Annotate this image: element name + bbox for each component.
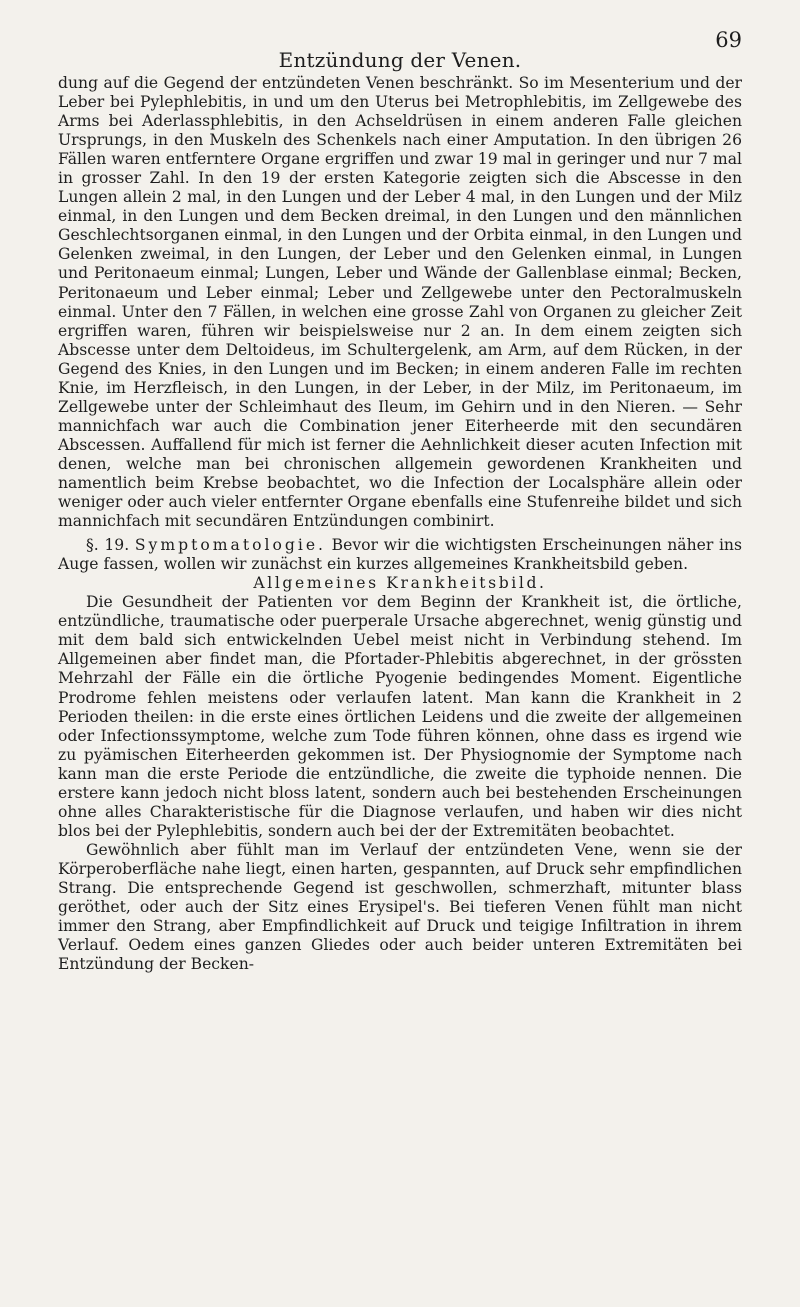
section-19	[58, 536, 742, 574]
running-title: Entzündung der Venen.	[278, 48, 522, 72]
paragraph-local-signs: Gewöhnlich aber fühlt man im Verlauf der entzündeten Vene, wenn sie der Körperoberfläche nahe liegt, einen harten, gespannten, auf Druck sehr empfindlichen Strang. Die entsprechende Gegend ist geschwollen, schmerzhaft, mitunter blass geröthet, oder auch der Sitz eines Erysipel's. Bei tieferen Venen fühlt man nicht immer den Strang, aber Empfindlichkeit auf Druck und teigige Infiltration in ihrem Verlauf. Oedem eines ganzen Gliedes oder auch beider unteren Extremitäten bei Entzündung der Becken-	[58, 840, 742, 974]
section-title: Symptomatologie.	[134, 536, 327, 555]
section-intro: Bevor wir die wichtigsten Erscheinungen näher ins Auge fassen, wollen wir zunächst ein kurzes allgemeines Krankheitsbild geben.	[58, 536, 742, 574]
body-text	[58, 74, 742, 974]
running-header	[58, 28, 742, 72]
paragraph-general-picture: Die Gesundheit der Patienten vor dem Beginn der Krankheit ist, die örtliche, entzündliche, traumatische oder puerperale Ursache abgerechnet, wenig günstig und mit dem bald sich entwickelnden Uebel meist nicht in Verbindung stehend. Im Allgemeinen aber findet man, die Pfortader-Phlebitis abgerechnet, in der grössten Mehrzahl der Fälle ein die örtliche Pyogenie bedingendes Moment. Eigentliche Prodrome fehlen meistens oder verlaufen latent. Man kann die Krankheit in 2 Perioden theilen: in die erste eines örtlichen Leidens und die zweite der allgemeinen oder Infectionssymptome, welche zum Tode führen können, ohne dass es irgend wie zu pyämischen Eiterheerden gekommen ist. Der Physiognomie der Symptome nach kann man die erste Periode die entzündliche, die zweite die typhoide nennen. Die erstere kann jedoch nicht bloss latent, sondern auch bei bestehenden Erscheinungen ohne alles Charakteristische für die Diagnose verlaufen, und haben wir dies nicht blos bei der Pylephlebitis, sondern auch bei der der Extremitäten beobachtet.	[58, 593, 742, 840]
page-number: 69	[715, 28, 742, 52]
subheading: Allgemeines Krankheitsbild.	[253, 574, 547, 593]
paragraph-continued: dung auf die Gegend der entzündeten Venen beschränkt. So im Mesenterium und der Leber bei Pylephlebitis, in und um den Uterus bei Metrophlebitis, im Zellgewebe des Arms bei Aderlassphlebitis, in den Achseldrüsen in einem anderen Falle gleichen Ursprungs, in den Muskeln des Schenkels nach einer Amputation. In den übrigen 26 Fällen waren entferntere Organe ergriffen und zwar 19 mal in geringer und nur 7 mal in grosser Zahl. In den 19 der ersten Kategorie zeigten sich die Abscesse in den Lungen allein 2 mal, in den Lungen und der Leber 4 mal, in den Lungen und der Milz einmal, in den Lungen und dem Becken dreimal, in den Lungen und den männlichen Geschlechtsorganen einmal, in den Lungen und der Orbita einmal, in den Lungen und Gelenken zweimal, in den Lungen, der Leber und den Gelenken einmal, in Lungen und Peritonaeum einmal; Lungen, Leber und Wände der Gallenblase einmal; Becken, Peritonaeum und Leber einmal; Leber und Zellgewebe unter den Pectoralmuskeln einmal. Unter den 7 Fällen, in welchen eine grosse Zahl von Organen zu gleicher Zeit ergriffen waren, führen wir beispielsweise nur 2 an. In dem einem zeigten sich Abscesse unter dem Deltoideus, im Schultergelenk, am Arm, auf dem Rücken, in der Gegend des Knies, in den Lungen und im Becken; in einem anderen Falle im rechten Knie, im Herzfleisch, in den Lungen, in der Leber, in der Milz, im Peritonaeum, im Zellgewebe unter der Schleimhaut des Ileum, im Gehirn und in den Nieren. — Sehr mannichfach war auch die Combination jener Eiterheerde mit den secundären Abscessen. Auffallend für mich ist ferner die Aehnlichkeit dieser acuten Infection mit denen, welche man bei chronischen allgemein gewordenen Krankheiten und namentlich beim Krebse beobachtet, wo die Infection der Localsphäre allein oder weniger oder auch vieler entfernter Organe ebenfalls eine Stufenreihe bildet und sich mannichfach mit secundären Entzündungen combinirt.	[58, 74, 742, 531]
section-number: §. 19.	[86, 536, 130, 555]
